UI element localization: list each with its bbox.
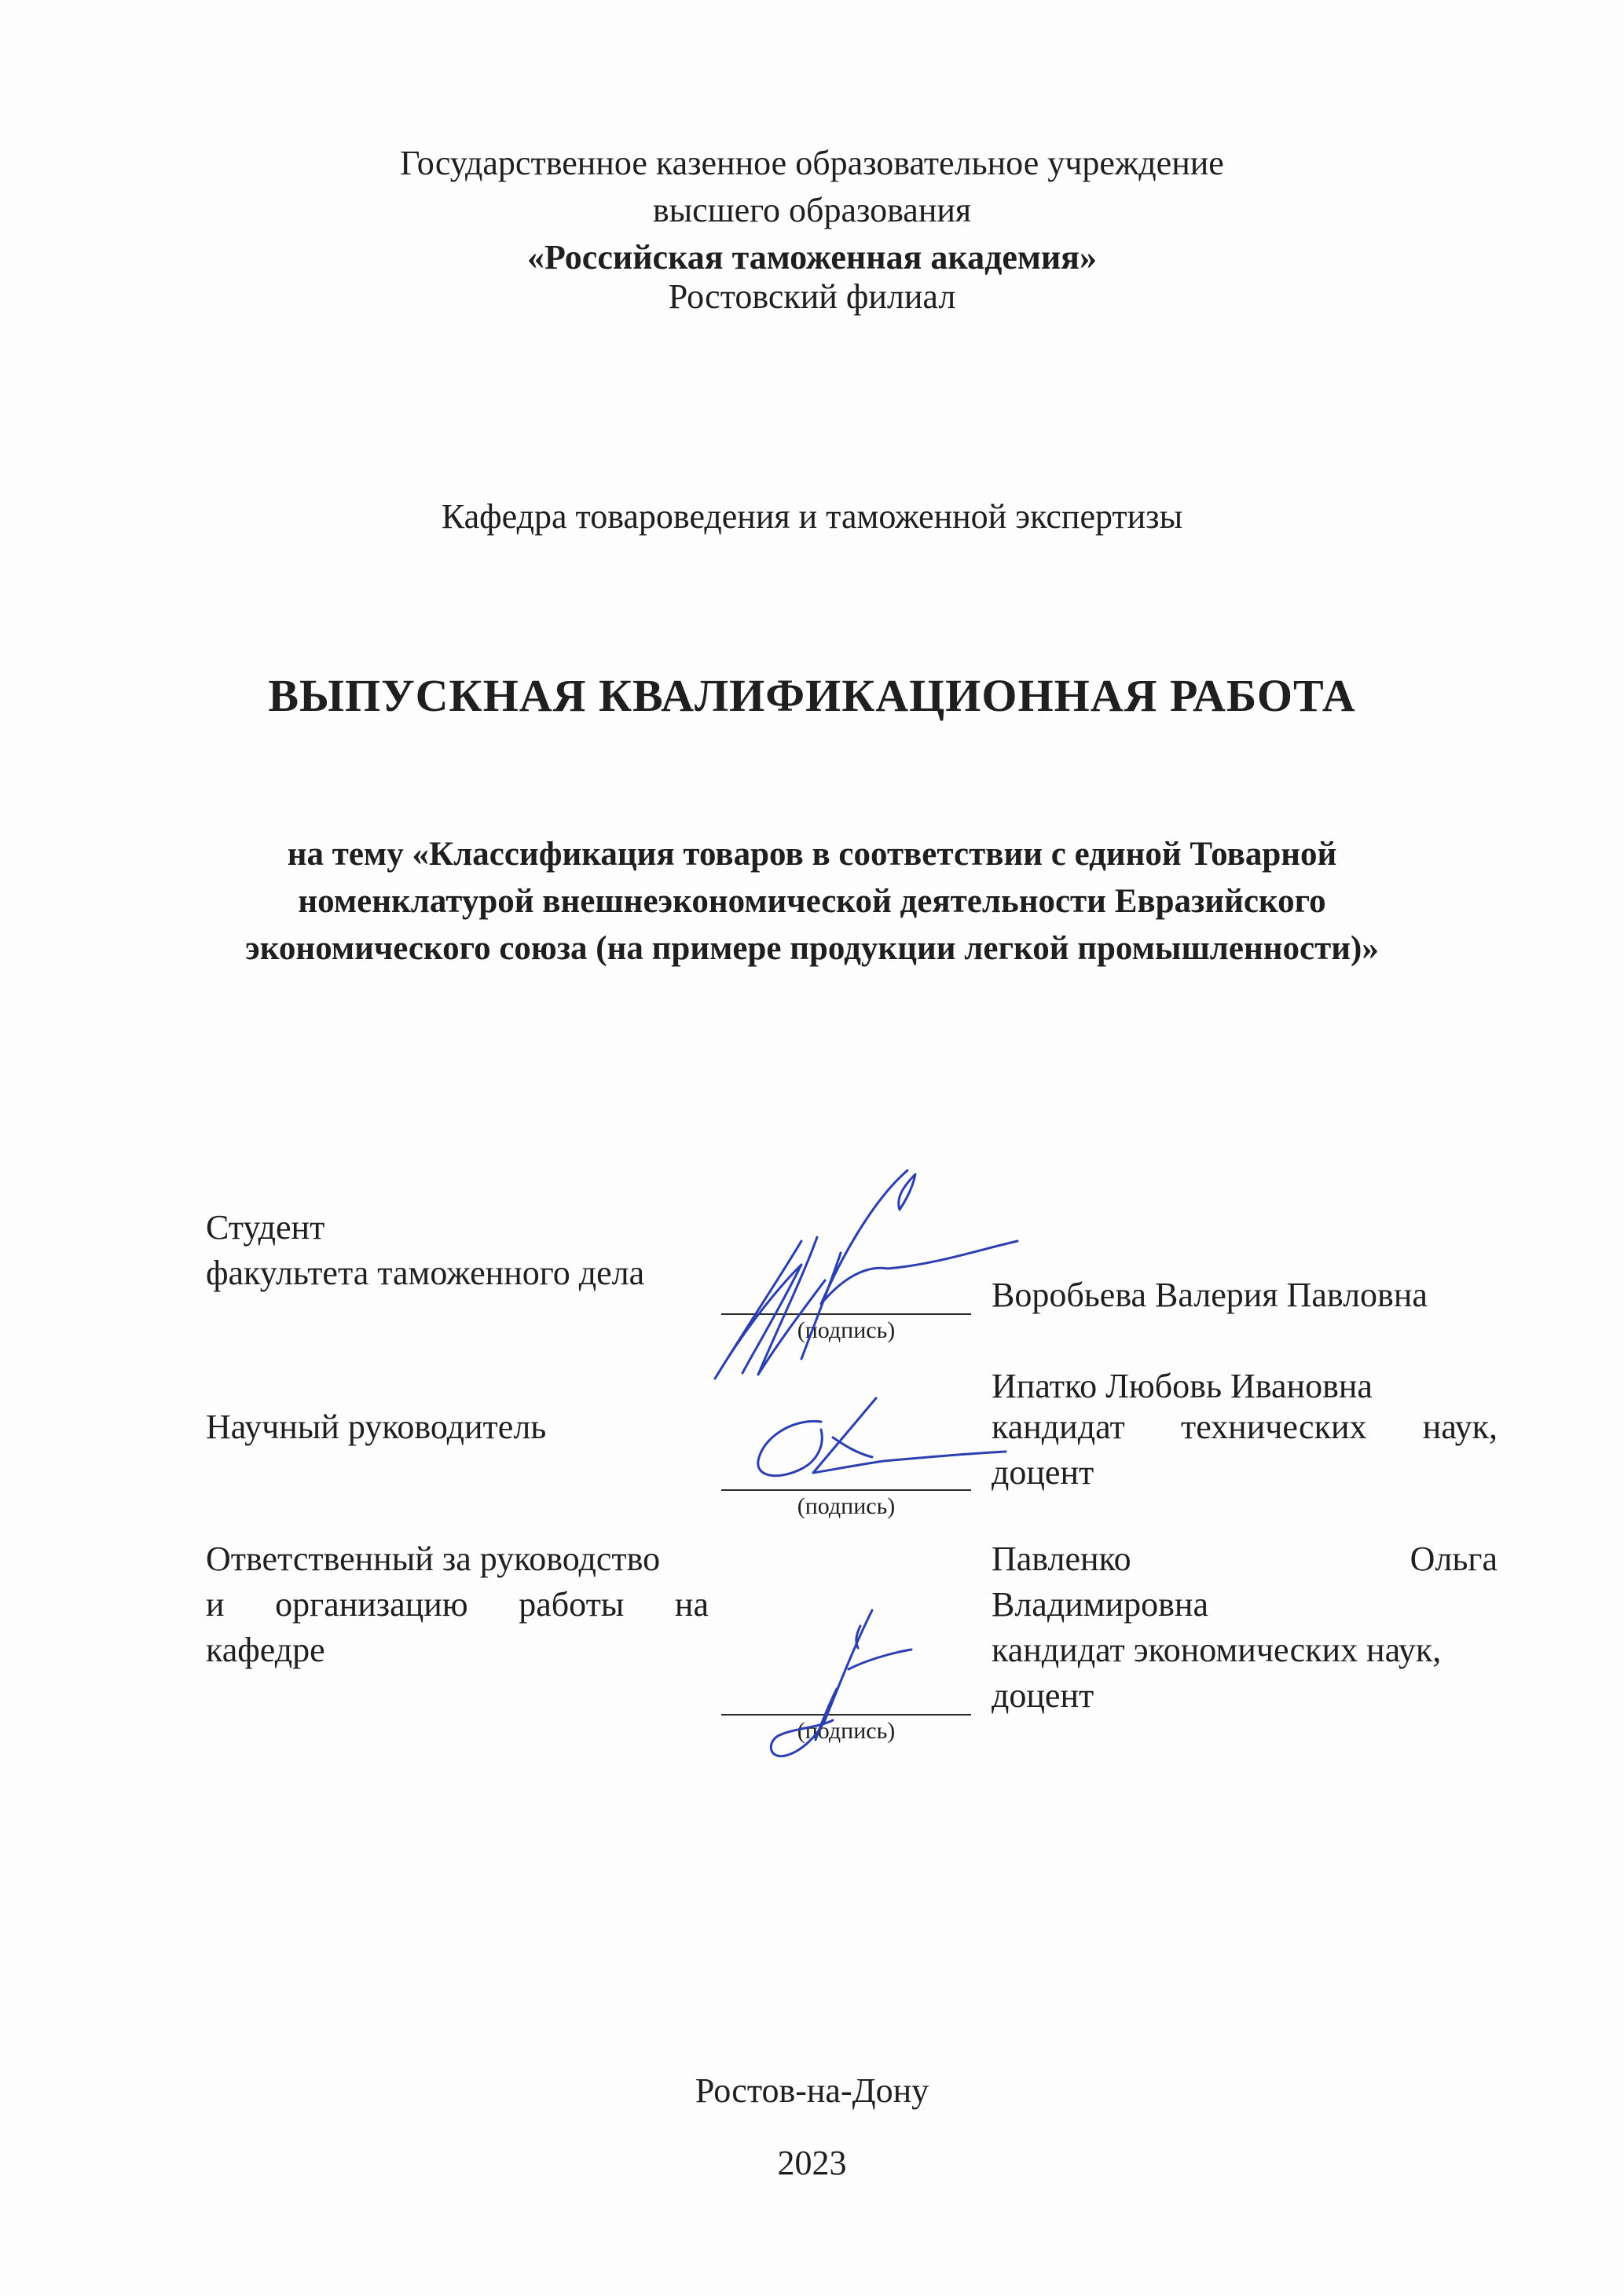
footer-city: Ростов-на-Дону [695,2071,929,2110]
supervisor-role: Научный руководитель [206,1408,547,1446]
theme-line-1: на тему «Классификация товаров в соответствии с единой Товарной [287,836,1337,873]
responsible-name-line2: Владимировна [992,1585,1209,1624]
responsible-signature-caption: (подпись) [797,1718,896,1744]
supervisor-signature-caption: (подпись) [797,1493,896,1519]
header-branch: Ростовский филиал [668,277,956,316]
supervisor-name: Ипатко Любовь Ивановна [992,1367,1373,1405]
work-type-title: ВЫПУСКНАЯ КВАЛИФИКАЦИОННАЯ РАБОТА [268,670,1356,721]
supervisor-signature [739,1382,1037,1492]
student-name: Воробьева Валерия Павловна [992,1276,1428,1314]
department-name: Кафедра товароведения и таможенной экспертизы [441,497,1183,536]
student-role-line2: факультета таможенного дела [206,1254,645,1292]
theme-line-2: номенклатурой внешнеэкономической деятельности Евразийского [298,883,1326,920]
supervisor-degree-line1: кандидат технических наук, [992,1408,1498,1446]
student-signature [684,1163,1029,1398]
header-institution-line2: высшего образования [652,191,972,229]
responsible-role-line3: кафедре [206,1631,325,1669]
responsible-degree-line2: доцент [992,1676,1094,1715]
footer-year: 2023 [777,2144,847,2182]
responsible-signature [731,1595,935,1767]
responsible-degree-line1: кандидат экономических наук, [992,1631,1442,1669]
header-academy-name: «Российская таможенная академия» [527,238,1097,276]
responsible-role-line2: и организацию работы на [206,1585,709,1624]
responsible-name-line1: Павленко Ольга [992,1540,1498,1578]
student-role-line1: Студент [206,1208,325,1247]
student-signature-caption: (подпись) [797,1317,896,1343]
header-institution-line1: Государственное казенное образовательное учреждение [400,144,1224,182]
responsible-role-line1: Ответственный за руководство [206,1540,661,1578]
supervisor-degree-line2: доцент [992,1453,1094,1492]
theme-line-3: экономического союза (на примере продукции легкой промышленности)» [245,930,1379,967]
